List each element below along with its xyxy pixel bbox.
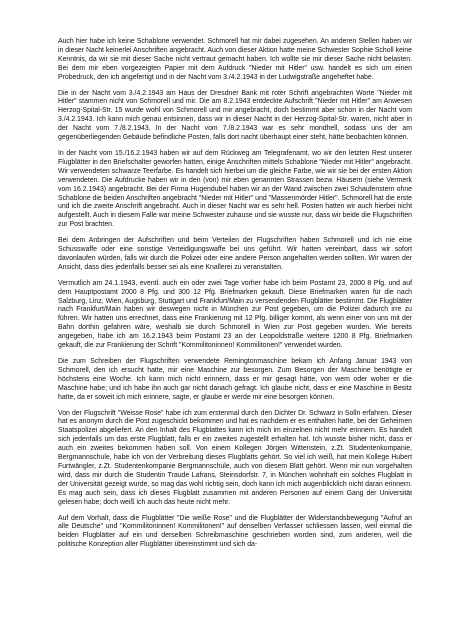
paragraph-4: Bei dem Anbringen der Aufschriften und beim Verteilen der Flugschriften haben Schmorell und ich nie eine Schusswaffe oder eine sonstige Verteidigungswaffe bei uns geführt. Wir hatten vereinbart, dass wir sofort davonlaufen würden, falls wir durch die Polizei oder eine andere Person angehalten werden sollten. Wir waren der Ansicht, dass dies jedenfalls besser sei als eine Knallerei zu veranstalten. — [58, 237, 412, 271]
paragraph-7: Von der Flugschrift "Weisse Rose" habe ich zum erstenmal durch den Dichter Dr. Schwarz in Solln erfahren. Dieser hat es anonym durch die Post zugeschickt bekommen und hat es nachdem er es enthalten hatte, bei der Geheimen Staatspolizei abgeliefert. An den Inhalt des Flugblattes kann ich mich im einzelnen nicht mehr erinnern. Es handelt sich jedenfalls um das erste Flugblatt, falls er ein zweites zugestellt erhalten hat. Ich wusste bisher nicht, dass er auch ein zweites bekommen haben soll. Von einem Kollegen Jörgen Wittenstein, z.Zt. Studentenkompanie, Bergmannschule, habe ich von der Verbreitung dieses Flugblatts gehört. So viel ich weiß, hat mein Kollege Hubert Furtwängler, z.Zt. Studentenkompanie Bergmannschule, auch von diesem Blatt gehört. Wenn mir nun vorgehalten wird, dass mir durch die Studentin Traude Lafrans, Steinsdorfstr. 7, in München wohnhaft ein solches Flugblatt in der Universität gezeigt wurde, so mag das wohl richtig sein, doch kann ich mich augenblicklich nicht daran erinnern. Es mag auch sein, dass ich dieses Flugblatt zusammen mit anderen Personen auf einem Gang der Universität gelesen habe; doch weiß ich auch das heute nicht mehr. — [58, 409, 412, 506]
paragraph-1: Auch hier habe ich keine Schablone verwendet. Schmorell hat mir dabei zugesehen. An anderen Stellen haben wir in dieser Nacht keinerlei Anschriften angebracht. Auch von dieser Aktion hatte meine Schwester Sophie Scholl keine Kenntnis, da wir sie mit dieser Sache nicht vertraut gemacht haben. Ich wollte sie mir dieser Sache nicht belasten. Bei dem mir eben vorgezeigten Papier mit dem Aufdruck "Nieder mit Hitler" usw. handelt es sich um einen Probedruck, den ich angefertigt und in der Nacht vom 3./4.2.1943 in der Ludwigstraße angeheftet habe. — [58, 38, 412, 81]
paragraph-5: Vermutlich am 24.1.1943, eventl. auch ein oder zwei Tage vorher habe ich beim Postamt 23, 2000 8 Pfg. und auf dem Hauptpostamt 2000 8 Pfg. und 300 12 Pfg. Briefmarken gekauft. Diese Briefmarken waren für die nach Salzburg, Linz, Wien, Augsburg, Stuttgart und Frankfurt/Main zu versendenden Flugblätter bestimmt. Die Flugblätter nach Frankfurt/Main haben wir deswegen nicht in München zur Post gegeben, um die Polizei dadurch irre zu führen. Wir hatten uns errechnet, dass eine Frankierung mit 12 Pfg. billiger kommt, als wenn einer von uns mit der Bahn dorthin gefahren wäre, weshalb sie durch Schmorell in Wien zur Post gegeben wurden. Wie bereits angegeben, habe ich am 16.2.1943 beim Postamt 23 an der Leopoldstraße weitere 1200 8 Pfg. Briefmarken gekauft, die zur Frankierung der Schrift "Kommilitoninnen! Kommilitonen!" verwendet wurden. — [58, 279, 412, 350]
paragraph-2: Die in der Nacht vom 3./4.2.1943 am Haus der Dresdner Bank mit roter Schrift angebrachten Worte "Nieder mit Hitler" stammen nicht von Schmorell und mir. Die am 8.2.1943 entdeckte Aufschrift "Nieder mit Hitler" am Anwesen Herzog-Spital-Str. 15 wurde wohl von Schmorell und mir angebracht, doch bestimmt aber schon in der Nacht vom 3./4.2.1943. Ich kann mich genau entsinnen, dass wir in dieser Nacht in der Herzog-Spital-Str. waren, nicht aber in der Nacht vom 7./8.2.1943. In der Nacht vom 7./8.2.1943 war es sehr mondhell, sodass uns der am gegenüberliegenden Gebäude befindliche Posten, falls dort nacht überhaupt einer steht, hätte beobachten können. — [58, 89, 412, 142]
paragraph-6: Die zum Schreiben der Flugschriften verwendete Remingtonmaschine bekam ich Anfang Januar 1943 von Schmorell, den ich ersucht hatte, mir eine Maschine zur besorgen. Zum Besorgen der Maschine benötigte er höchstens eine Woche. Ich kann mich nicht erinnern, dass er mir gesagt hätte, von wem oder woher er die Maschine habe; und ich habe ihn auch gar nicht danach gefragt. Ich glaube nicht, dass er eine Maschine in Besitz hatte, da er soweit ich mich erinnere, sagte, er glaube er werde mir eine besorgen können. — [58, 358, 412, 401]
paragraph-3: In der Nacht vom 15./16.2.1943 haben wir auf dem Rückweg am Telegrafenamt, wo wir den letzten Rest unserer Flugblätter in den Briefschalter geworfen hatten, einige Anschriften mittels Schablone "Nieder mit Hitler" angebracht. Wir verwendeten schwarze Teerfarbe. Es handelt sich hierbei um die gleiche Farbe, wie wir sie bei der ersten Aktion verwendeten. Die Aufdrucke haben wir in den (von) mir eben genannten Strassen bezw. Häusern (siehe Vermerk vom 16.2.1943) angebracht. Bei der Firma Hugendubel haben wir an der Wand zwischen zwei Schaufenstern ohne Schablone die beiden Anschriften angebracht "Nieder mit Hitler" und "Massenmörder Hitler". Schmorell hat die erste und ich die zweite Anschrift angebracht. Auch in dieser Nacht war es sehr hell. Posten hatten wir auch hierbei nicht aufgestellt. Auch in diesem Falle war meine Schwester zuhause und sie wusste nur, dass wir beide die Flugschriften zur Post brachten. — [58, 149, 412, 229]
paragraph-8: Auf dem Vorhalt, dass die Flugblätter "Die weiße Rose" und die Flugblätter der Widerstandsbewegung "Aufruf an alle Deutsche" und "Kommilitoninnen! Kommilitonen!" auf denselben Verfasser schliessen lassen, weil einmal die beiden Flugblätter auf ein und derselben Schreibmaschine geschrieben worden sind, zum anderen, weil die politische Konzeption aller Flugblätter übereinstimmt und sich da- — [58, 514, 412, 549]
